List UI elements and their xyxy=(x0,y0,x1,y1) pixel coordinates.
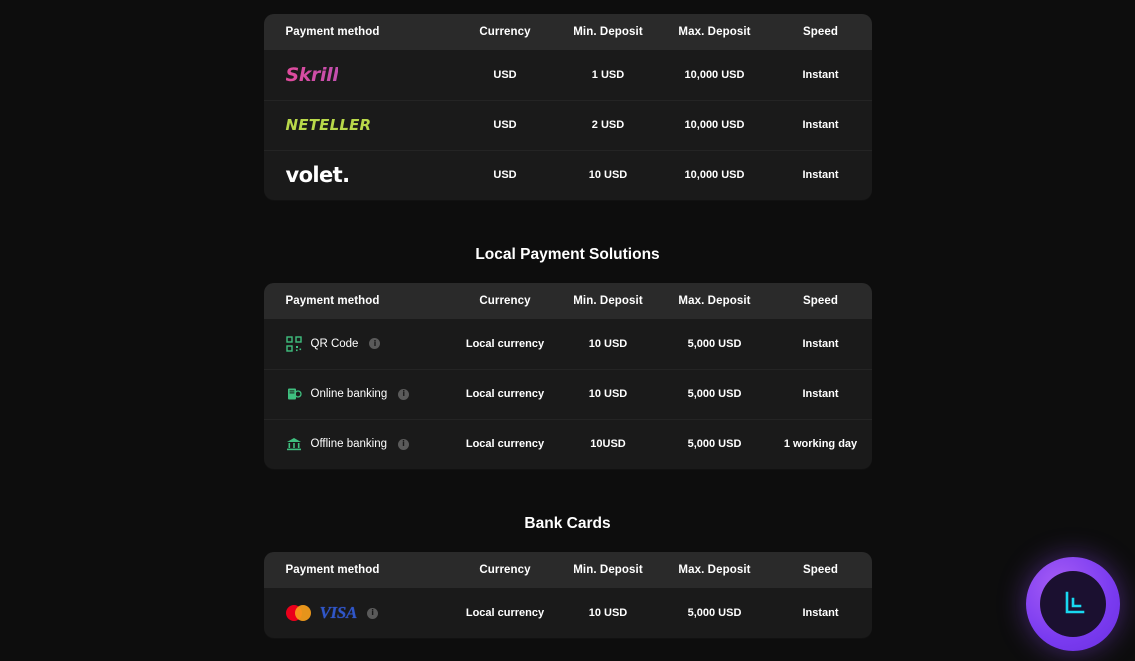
max-deposit-cell: 10,000 USD xyxy=(660,50,770,100)
payment-method-cell xyxy=(264,588,454,638)
speed-cell: Instant xyxy=(770,50,872,100)
ewallets-table-card xyxy=(264,14,872,200)
table-row xyxy=(264,50,872,100)
section-title-local-payments: Local Payment Solutions xyxy=(475,246,660,263)
local-payments-table xyxy=(264,283,872,469)
min-deposit-cell: 10 USD xyxy=(557,319,660,369)
column-header-speed: Speed xyxy=(770,283,872,319)
table-row xyxy=(264,419,872,469)
chat-widget-button[interactable] xyxy=(1026,557,1120,651)
column-header-currency: Currency xyxy=(454,283,557,319)
speed-cell: Instant xyxy=(770,100,872,150)
max-deposit-cell: 5,000 USD xyxy=(687,607,742,619)
speed-cell: Instant xyxy=(802,607,839,619)
info-icon[interactable]: i xyxy=(398,439,409,450)
neteller-logo: NETELLER xyxy=(285,116,372,134)
column-header-currency: Currency xyxy=(454,14,557,50)
currency-cell: Local currency xyxy=(454,319,557,369)
column-header-max-deposit: Max. Deposit xyxy=(660,283,770,319)
chat-widget-inner xyxy=(1040,571,1106,637)
payment-method-cell xyxy=(264,419,454,469)
table-row xyxy=(264,100,872,150)
max-deposit-cell: 5,000 USD xyxy=(660,319,770,369)
min-deposit-cell: 1 USD xyxy=(557,50,660,100)
column-header-min-deposit: Min. Deposit xyxy=(557,14,660,50)
volet-logo: volet. xyxy=(285,163,350,188)
table-header-row xyxy=(264,552,872,588)
currency-cell: Local currency xyxy=(465,607,545,619)
mastercard-icon xyxy=(286,605,312,621)
content-wrapper xyxy=(264,0,872,638)
qr-code-icon xyxy=(286,336,302,352)
max-deposit-cell: 5,000 USD xyxy=(687,438,742,451)
method-label: QR Code xyxy=(310,337,359,350)
method-label: Online banking xyxy=(310,388,388,400)
min-deposit-cell: 10USD xyxy=(590,438,626,451)
online-banking-icon xyxy=(286,386,302,402)
offline-banking-icon xyxy=(286,436,302,452)
min-deposit-cell: 10 USD xyxy=(588,607,628,619)
ewallets-table xyxy=(264,14,872,200)
speed-cell: Instant xyxy=(770,319,872,369)
speed-cell: Instant xyxy=(770,369,872,419)
info-icon[interactable]: i xyxy=(369,338,380,349)
bank-cards-table xyxy=(264,552,872,638)
currency-cell: Local currency xyxy=(465,438,545,451)
method-label: Offline banking xyxy=(310,438,388,451)
payment-method-cell xyxy=(264,50,454,100)
table-row xyxy=(264,150,872,200)
column-header-min-deposit: Min. Deposit xyxy=(557,283,660,319)
section-title-bank-cards: Bank Cards xyxy=(524,515,611,532)
info-icon[interactable]: i xyxy=(398,389,409,400)
min-deposit-cell: 10 USD xyxy=(557,369,660,419)
brand-l-icon xyxy=(1053,584,1093,624)
column-header-max-deposit: Max. Deposit xyxy=(660,552,770,588)
speed-cell: Instant xyxy=(802,169,839,182)
currency-cell: USD xyxy=(493,169,517,182)
max-deposit-cell: 10,000 USD xyxy=(684,169,745,182)
column-header-speed: Speed xyxy=(770,14,872,50)
skrill-logo: Skrill xyxy=(285,63,339,86)
max-deposit-cell: 5,000 USD xyxy=(660,369,770,419)
column-header-payment-method: Payment method xyxy=(264,552,454,588)
column-header-payment-method: Payment method xyxy=(264,283,454,319)
table-row xyxy=(264,588,872,638)
table-row xyxy=(264,369,872,419)
info-icon[interactable]: i xyxy=(367,608,378,619)
local-payments-table-card xyxy=(264,283,872,469)
currency-cell: USD xyxy=(454,50,557,100)
column-header-currency: Currency xyxy=(454,552,557,588)
payment-method-cell xyxy=(264,319,454,369)
payment-method-cell xyxy=(264,369,454,419)
max-deposit-cell: 10,000 USD xyxy=(660,100,770,150)
column-header-speed: Speed xyxy=(770,552,872,588)
column-header-payment-method: Payment method xyxy=(264,14,454,50)
visa-icon: VISA xyxy=(319,603,358,622)
currency-cell: USD xyxy=(454,100,557,150)
currency-cell: Local currency xyxy=(454,369,557,419)
speed-cell: 1 working day xyxy=(783,438,858,451)
bank-cards-table-card xyxy=(264,552,872,638)
table-row xyxy=(264,319,872,369)
min-deposit-cell: 2 USD xyxy=(557,100,660,150)
table-header-row xyxy=(264,14,872,50)
column-header-max-deposit: Max. Deposit xyxy=(660,14,770,50)
column-header-min-deposit: Min. Deposit xyxy=(557,552,660,588)
min-deposit-cell: 10 USD xyxy=(588,169,628,182)
payment-method-cell xyxy=(264,150,454,200)
payment-method-cell xyxy=(264,100,454,150)
table-header-row xyxy=(264,283,872,319)
